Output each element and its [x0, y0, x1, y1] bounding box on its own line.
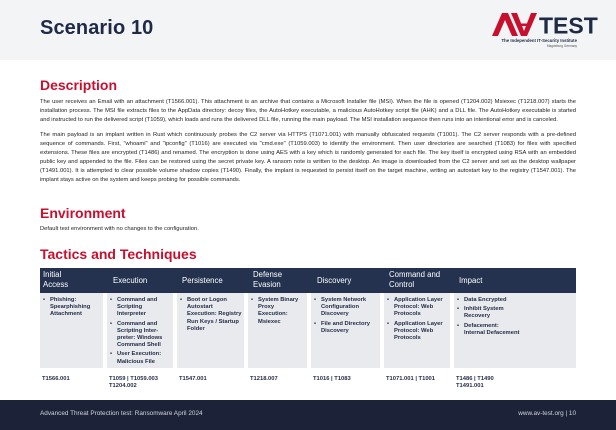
tactic-title-line-1: Defense	[253, 270, 283, 279]
chevron-arrow-icon	[450, 268, 457, 292]
technique-item: • Command and Scripting Interpreter	[117, 297, 171, 319]
technique-ids	[179, 376, 207, 383]
technique-ids-line-1: T1016 | T1083	[313, 376, 351, 382]
technique-item: • Defacement: Internal Defacement	[464, 323, 520, 337]
tactic-title-line-2: Access	[43, 279, 69, 289]
page-title: Scenario 10	[40, 17, 154, 39]
technique-item: • File and Directory Discovery	[321, 321, 378, 335]
tactic-body	[454, 293, 576, 368]
tactic-column	[103, 268, 173, 389]
tactic-title-line-1: Command and	[389, 270, 441, 279]
technique-item: • Boot or Logon Autostart Execution: Registry Run Keys / Startup Folder	[187, 297, 242, 333]
av-test-logo-mark	[491, 11, 598, 39]
tactic-header	[450, 268, 576, 293]
technique-ids	[42, 376, 70, 383]
description-paragraph-2: The main payload is an implant written in Rust which continuously probes the C2 server via HTTPS (T1071.001) with manually obfuscated requests (T1001). The C2 server responds with a pre-defined sequence of commands. First, "whoami" and "ipconfig" (T1016) are executed via "cmd.exe" (T1059.003) to identify the environment. Then user directories are searched (T1083) for files with specified extensions. These files are encrypted (T1486) and renamed. The encryption is done using AES with a key which is randomly generated for each file. The key itself is encrypted using RSA with an embedded public key and appended to the file. Files can be restored using the secret private key. A ransom note is written to the desktop. An image is downloaded from the C2 server and set as the desktop wallpaper (T1491.001). It is attempted to clear possible volume shadow copies (T1490). Finally, the implant is requested to persist itself on the target machine, writing an autostart key to the registry (T1547.001). The implant stays active on the system and keeps probing for possible commands.	[40, 132, 576, 183]
logo-tagline: The Independent IT-Security Institute	[501, 38, 577, 43]
footer-report-title: Advanced Threat Protection test: Ransomware April 2024	[40, 410, 203, 417]
tactic-title-line-2: Evasion	[253, 279, 281, 289]
technique-item: • User Execution: Malicious File	[117, 351, 171, 365]
tactic-body	[248, 293, 307, 368]
chevron-arrow-icon	[244, 268, 251, 292]
tactics-heading: Tactics and Techniques	[40, 246, 197, 262]
tactic-body	[177, 293, 244, 368]
tactic-title-line-1: Discovery	[317, 276, 352, 285]
footer-link-page-number[interactable]: www.av-test.org | 10	[518, 410, 576, 417]
environment-heading: Environment	[40, 205, 126, 221]
tactics-table	[40, 268, 576, 389]
tactic-header	[244, 268, 307, 293]
svg-text:TEST: TEST	[539, 12, 598, 39]
tactic-body	[107, 293, 173, 368]
chevron-arrow-icon	[103, 268, 110, 292]
technique-ids-line-1: T1566.001	[42, 376, 70, 382]
logo-city: Magdeburg Germany	[546, 44, 577, 48]
tactic-title-line-1: Persistence	[182, 276, 223, 285]
tactic-column	[40, 268, 103, 382]
environment-text: Default test environment with no changes to the configuration.	[40, 226, 199, 232]
av-test-logo	[491, 11, 598, 49]
tactic-title-line-2: Control	[389, 279, 415, 289]
page-header	[0, 0, 616, 60]
tactic-title-line-1: Impact	[459, 276, 483, 285]
tactic-column	[173, 268, 244, 382]
technique-item: • Inhibit System Recovery	[464, 306, 520, 320]
tactic-title-line-1: Initial	[43, 270, 62, 279]
technique-ids-line-2: T1491.001	[456, 383, 484, 389]
technique-ids-line-1: T1547.001	[179, 376, 207, 382]
technique-ids	[250, 376, 278, 383]
technique-ids-line-1: T1218.007	[250, 376, 278, 382]
tactic-body	[311, 293, 380, 368]
tactic-body	[384, 293, 450, 368]
tactic-header	[40, 268, 103, 293]
chevron-arrow-icon	[173, 268, 180, 292]
technique-item: • Data Encrypted	[464, 297, 520, 304]
technique-ids-line-1: T1486 | T1490	[456, 376, 494, 382]
technique-item: • Application Layer Protocol: Web Protocols	[394, 321, 448, 343]
technique-item: • System Network Configuration Discovery	[321, 297, 378, 319]
description-paragraph-1: The user receives an Email with an attachment (T1566.001). This attachment is an archive that contains a Microsoft Installer file (MSI). When the file is opened (T1204.002) Msiexec (T1218.007) starts the installation process. The MSI file extracts files to the AppData directory: decoy files, the AutoHotkey executable, a malicious AutoHotkey script file (AHK) and a DLL file. The AutoHotkey executable is started and instructed to run the delivered script (T1059), which loads and runs the delivered DLL file, running the main payload. The MSI installation sequence then runs into an intentional error and is canceled.	[40, 99, 576, 123]
technique-item: • Application Layer Protocol: Web Protocols	[394, 297, 448, 319]
tactic-header	[307, 268, 380, 293]
chevron-arrow-icon	[307, 268, 314, 292]
technique-ids-line-1: T1059 | T1059.003	[109, 376, 158, 382]
tactic-column	[244, 268, 307, 382]
tactic-column	[380, 268, 450, 382]
description-heading: Description	[40, 77, 118, 93]
technique-item: • Command and Scripting Inter-preter: Windows Command Shell	[117, 321, 171, 350]
tactic-header	[103, 268, 173, 293]
chevron-arrow-icon	[380, 268, 387, 292]
technique-ids	[386, 376, 435, 383]
tactic-title-line-1: Execution	[113, 276, 148, 285]
technique-ids	[456, 376, 494, 390]
tactic-header	[380, 268, 450, 293]
tactic-body	[40, 293, 103, 368]
tactic-column	[450, 268, 576, 389]
technique-item: • System Binary Proxy Execution: Msiexec	[258, 297, 305, 326]
technique-ids-line-2: T1204.002	[109, 383, 137, 389]
technique-ids-line-1: T1071.001 | T1001	[386, 376, 435, 382]
technique-ids	[313, 376, 351, 383]
tactic-column	[307, 268, 380, 382]
page-footer	[0, 400, 616, 430]
technique-ids	[109, 376, 158, 390]
tactic-header	[173, 268, 244, 293]
technique-item: • Phishing: Spearphishing Attachment	[50, 297, 101, 319]
